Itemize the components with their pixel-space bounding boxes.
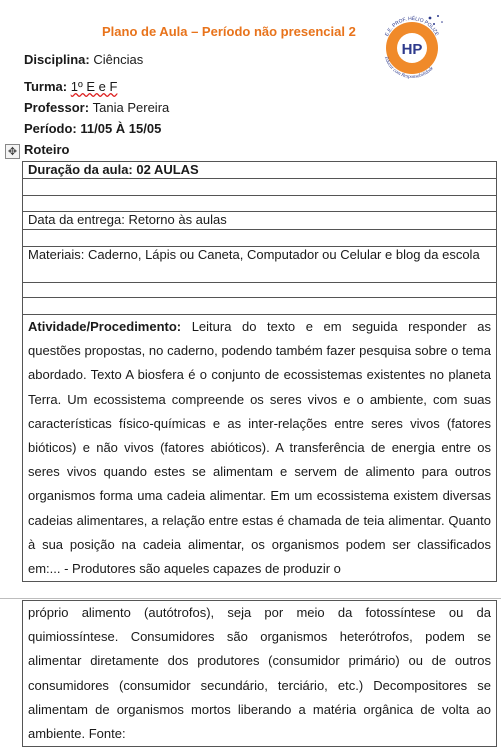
- periodo-value: 11/05 À 15/05: [80, 121, 162, 136]
- empty-row: [23, 298, 497, 315]
- duracao-row: [23, 162, 497, 179]
- entrega-value: Retorno às aulas: [128, 212, 227, 227]
- roteiro-table: [22, 161, 497, 582]
- professor-line: [24, 100, 169, 115]
- turma-value: 1º E e F: [70, 79, 118, 94]
- page-break: [0, 598, 501, 599]
- professor-value: Tania Pereira: [92, 100, 170, 115]
- atividade-row: [23, 315, 497, 582]
- materiais-value: Caderno, Lápis ou Caneta, Computador ou Celular e blog da escola: [87, 247, 480, 262]
- atividade-text-part1: Leitura do texto e em seguida responder as questões propostas, no caderno, podendo também fazer pesquisa sobre o tema abordado. Texto A biosfera é o conjunto de ecossistemas existentes no planeta Terra. Um ecossistema compreende os seres vivos e o ambiente, com suas características físico-químicas e as inter-relações entre seres vivos (fatores bióticos) e não vivos (fatores abióticos). A transferência de energia entre os seres vivos quando estes se alimentam e servem de alimento para outros organismos forma uma cadeia alimentar. Em um ecossistema existem diversas cadeias alimentares, a relação entre estas é chamada de teia alimentar. Quanto à sua posição na cadeia alimentar, os organismos podem ser classificados em:... - Produtores são aqueles capazes de produzir o: [28, 319, 491, 577]
- table-move-handle-icon[interactable]: ✥: [5, 144, 20, 159]
- professor-label: Professor:: [24, 100, 90, 115]
- page-title: Plano de Aula – Período não presencial 2: [102, 24, 356, 39]
- turma-line: [24, 79, 117, 94]
- disciplina-value: Ciências: [93, 52, 144, 67]
- empty-row: [23, 196, 497, 212]
- atividade-label: Atividade/Procedimento:: [28, 319, 182, 334]
- empty-row: [23, 179, 497, 196]
- atividade-cell-continued[interactable]: próprio alimento (autótrofos), seja por meio da fotossíntese ou da quimiossíntese. Consumidores são organismos heterótrofos, podem se alimentar diretamente dos produtores (consumidor primário) ou de outros consumidores (consumidor secundário, terciário, etc.) Decompositores se alimentam de organismos mortos liberando a matéria orgânica de volta ao ambiente. Fonte:: [23, 601, 497, 747]
- atividade-row-continued: [23, 601, 497, 747]
- materiais-label: Materiais:: [28, 247, 85, 262]
- periodo-line: [24, 121, 161, 136]
- empty-cell[interactable]: [23, 179, 497, 196]
- logo-top-text: E.E. PROF. HÉLIO POLIZE: [384, 15, 440, 38]
- school-logo: [376, 10, 448, 82]
- logo-bottom-text: Educar com Responsabilidade: [382, 56, 435, 81]
- materiais-row: [23, 247, 497, 283]
- entrega-row: [23, 212, 497, 230]
- roteiro-table-continued: [22, 600, 497, 747]
- entrega-cell[interactable]: [23, 212, 497, 230]
- duracao-cell[interactable]: Duração da aula: 02 AULAS: [23, 162, 497, 179]
- empty-cell[interactable]: [23, 230, 497, 247]
- materiais-cell[interactable]: [23, 247, 497, 283]
- atividade-cell[interactable]: [23, 315, 497, 582]
- empty-cell[interactable]: [23, 196, 497, 212]
- periodo-label: Período:: [24, 121, 77, 136]
- empty-cell[interactable]: [23, 298, 497, 315]
- turma-label: Turma:: [24, 79, 68, 94]
- entrega-label: Data da entrega:: [28, 212, 125, 227]
- disciplina-line: [24, 52, 143, 67]
- empty-row: [23, 283, 497, 298]
- roteiro-heading: Roteiro: [24, 142, 70, 157]
- disciplina-label: Disciplina:: [24, 52, 90, 67]
- empty-cell[interactable]: [23, 283, 497, 298]
- logo-initials: HP: [401, 41, 423, 58]
- empty-row: [23, 230, 497, 247]
